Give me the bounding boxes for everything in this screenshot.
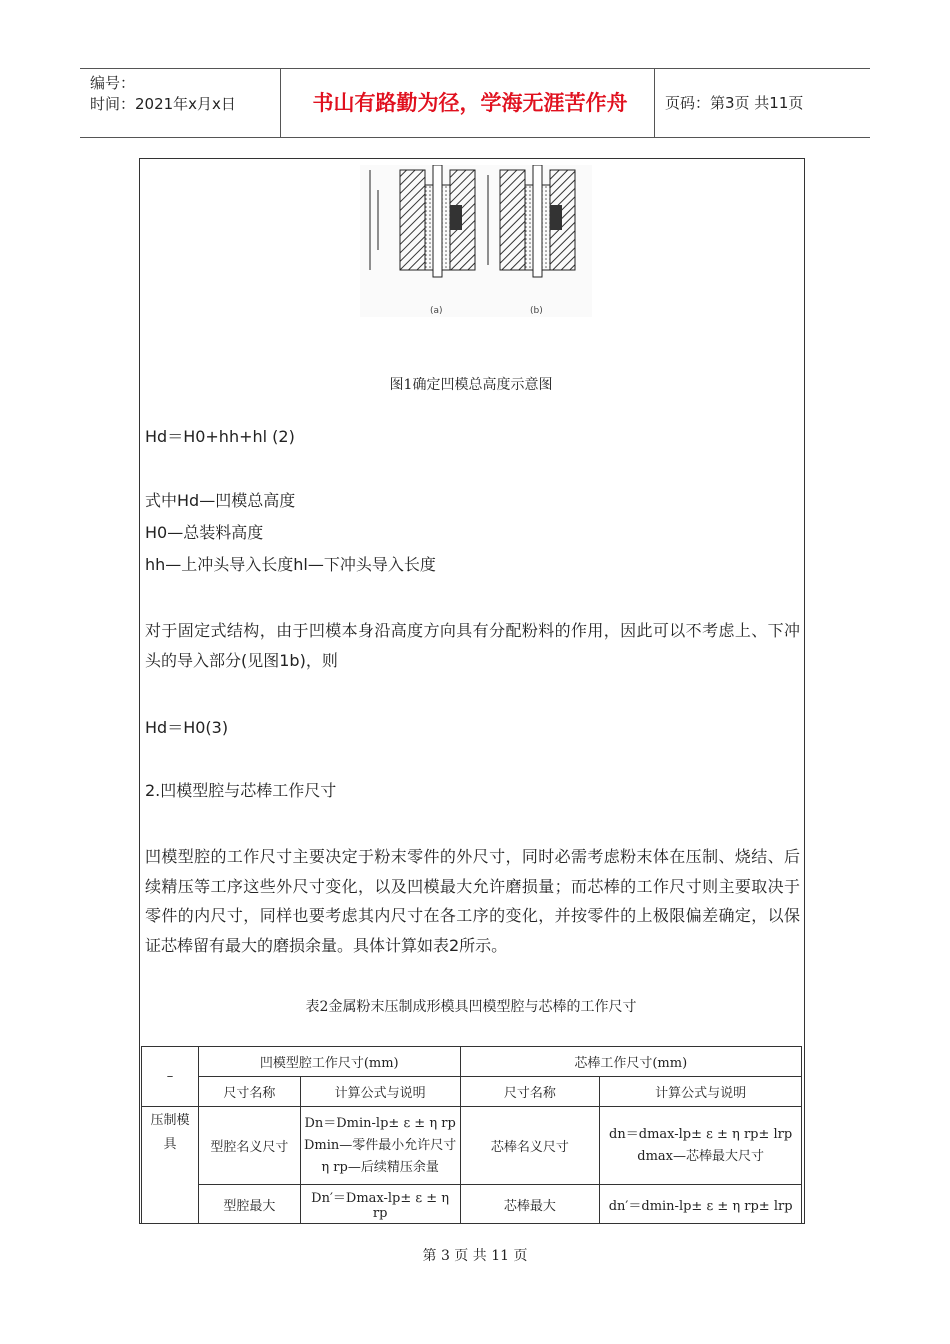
number-label: 编号： <box>90 74 136 92</box>
cavity-col-name: 尺寸名称 <box>198 1077 300 1107</box>
core-max-formula: dn′＝dmin-lp± ε ± η rp± lrp <box>600 1185 802 1224</box>
header-motto: 书山有路勤为径，学海无涯苦作舟 <box>312 91 628 115</box>
paragraph-working-dimensions: 凹模型腔的工作尺寸主要决定于粉末零件的外尺寸，同时必需考虑粉末体在压制、烧结、后续精压等工序这些外尺寸变化，以及凹模最大允许磨损量；而芯棒的工作尺寸则主要取决于零件的内尺寸，同样也要考虑其内尺寸在各工序的变化，并按零件的上极限偏差确定，以保证芯棒留有最大的磨损余量。具体计算如表2所示。 <box>145 847 800 955</box>
cavity-formula-note: Dmin—零件最小允许尺寸 <box>303 1137 457 1153</box>
paragraph-fixed-structure: 对于固定式结构，由于凹模本身沿高度方向具有分配粉料的作用，因此可以不考虑上、下冲头的导入部分(见图1b)，则 <box>145 621 800 670</box>
formula-3: Hd＝H0(3) <box>145 718 229 737</box>
core-col-name: 尺寸名称 <box>460 1077 600 1107</box>
cavity-nominal-name: 型腔名义尺寸 <box>198 1107 300 1185</box>
cavity-nominal-formula <box>300 1107 460 1185</box>
core-group-header: 芯棒工作尺寸(mm) <box>460 1047 801 1077</box>
die-diagram-image <box>360 165 592 317</box>
cavity-formula-note: η rp—后续精压余量 <box>321 1159 439 1175</box>
header-page-info: 页码：第3页 共11页 <box>665 94 804 112</box>
core-nominal-formula <box>600 1107 802 1185</box>
label-b: (b) <box>530 306 543 316</box>
figure-caption: 图1确定凹模总高度示意图 <box>389 377 553 393</box>
cavity-max-name: 型腔最大 <box>198 1185 300 1224</box>
table-caption: 表2金属粉末压制成形模具凹模型腔与芯棒的工作尺寸 <box>305 999 637 1015</box>
definition-hh-hl: hh—上冲头导入长度hl—下冲头导入长度 <box>145 555 436 574</box>
definition-h0: H0—总装料高度 <box>145 523 264 542</box>
page-header <box>80 68 870 138</box>
row-label-press-die: 压制模具 <box>142 1107 199 1224</box>
formula-2: Hd＝H0+hh+hl (2) <box>145 427 295 446</box>
die-height-figure <box>360 165 592 317</box>
core-nominal-name: 芯棒名义尺寸 <box>460 1107 600 1185</box>
table-corner: – <box>142 1047 199 1107</box>
cavity-col-formula: 计算公式与说明 <box>300 1077 460 1107</box>
header-divider <box>280 69 281 137</box>
cavity-formula-line: Dn＝Dmin-lp± ε ± η rp <box>304 1115 456 1131</box>
core-formula-line: dn＝dmax-lp± ε ± η rp± lrp <box>609 1126 793 1142</box>
label-a: (a) <box>430 306 443 316</box>
time-label: 时间：2021年x月x日 <box>90 95 236 113</box>
core-col-formula: 计算公式与说明 <box>600 1077 802 1107</box>
core-max-name: 芯棒最大 <box>460 1185 600 1224</box>
page-footer: 第 3 页 共 11 页 <box>422 1248 528 1264</box>
core-formula-note: dmax—芯棒最大尺寸 <box>637 1148 764 1164</box>
header-meta <box>90 73 236 115</box>
cavity-group-header: 凹模型腔工作尺寸(mm) <box>198 1047 460 1077</box>
definition-hd: 式中Hd—凹模总高度 <box>145 491 296 510</box>
dimensions-table <box>141 1046 802 1224</box>
section-heading-2: 2.凹模型腔与芯棒工作尺寸 <box>145 781 337 800</box>
cavity-max-formula: Dn′＝Dmax-lp± ε ± η rp <box>300 1185 460 1224</box>
